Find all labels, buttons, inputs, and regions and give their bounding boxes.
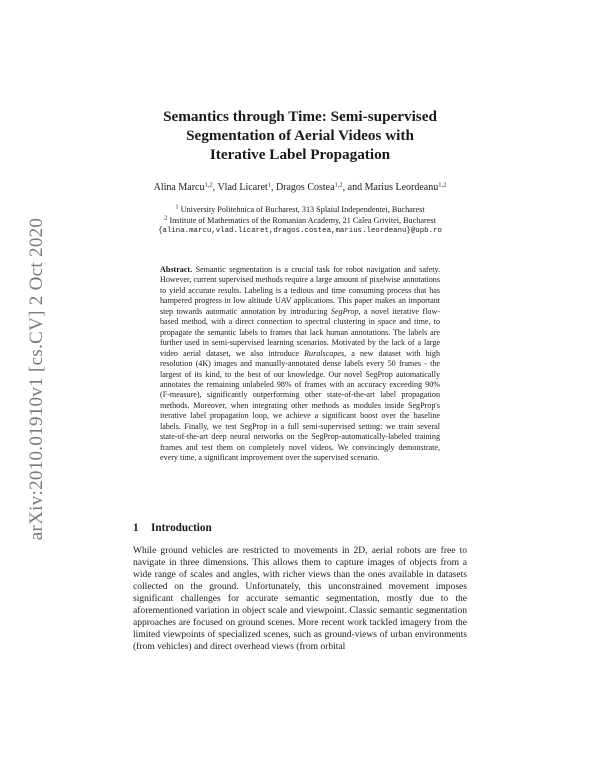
section-heading bbox=[133, 521, 212, 535]
affiliation-text: Institute of Mathematics of the Romanian Academy, 21 Calea Grivitei, Bucharest bbox=[169, 215, 436, 225]
abstract-label: Abstract. bbox=[160, 265, 193, 274]
abstract-emphasis: SegProp bbox=[330, 306, 359, 316]
affiliation-number: 2 bbox=[164, 214, 168, 221]
arxiv-stamp-text: arXiv:2010.01910v1 [cs.CV] 2 Oct 2020 bbox=[26, 217, 47, 541]
abstract-emphasis: Ruralscapes bbox=[304, 348, 345, 358]
author-emails: {alina.marcu,vlad.licaret,dragos.costea,marius.leordeanu}@upb.ro bbox=[158, 227, 442, 235]
section-number: 1 bbox=[133, 522, 139, 534]
abstract-text: , a new dataset with high resolution (4K) images and manually-annotated dense labels every 50 frames - the largest of its kind, to the best of our knowledge. Our novel SegProp automatically annotates the remaining unlabeled 98% of frames with an accuracy exceeding 90% (F-measure), significantly outperforming other state-of-the-art label propagation methods. Moreover, when integrating other methods as modules inside SegProp's iterative label propagation loop, we achieve a significant boost over the baseline labels. Finally, we test SegProp in a full semi-supervised setting: we train several state-of-the-art deep neural networks on the SegProp-automatically-labeled training frames and test them on completely novel videos. We convincingly demonstrate, every time, a significant improvement over the supervised scenario. bbox=[160, 348, 440, 463]
abstract-text: , a novel iterative flow-based method, with a direct connection to spectral clustering in space and time, to propagate the semantic labels to frames that lack human annotations. The labels are further used in semi-supervised learning scenarios. Motivated by the lack of a large video aerial dataset, we also introduce bbox=[160, 306, 440, 358]
arxiv-stamp bbox=[26, 209, 48, 549]
abstract-text: Semantic segmentation is a crucial task for robot navigation and safety. However, current supervised methods require a large amount of pixelwise annotations to yield accurate results. Labeling is a tedious and time consuming process that has hampered progress in low altitude UAV applications. This paper makes an important step towards automatic annotation by introducing bbox=[160, 265, 440, 316]
author-separator: , and bbox=[342, 182, 365, 193]
affiliations bbox=[80, 205, 520, 237]
author-affiliation-mark: 1,2 bbox=[438, 181, 447, 189]
affiliation bbox=[80, 205, 520, 216]
intro-body bbox=[133, 545, 467, 653]
paper-title bbox=[100, 107, 500, 164]
author-name: Vlad Licaret bbox=[217, 182, 268, 193]
title-line: Segmentation of Aerial Videos with bbox=[186, 127, 414, 144]
title-line: Iterative Label Propagation bbox=[209, 146, 391, 163]
author-affiliation-mark: 1 bbox=[267, 181, 271, 189]
affiliation-number: 1 bbox=[175, 203, 179, 211]
author-affiliation-mark: 1,2 bbox=[334, 181, 343, 189]
intro-paragraph: While ground vehicles are restricted to movements in 2D, aerial robots are free to navigate in three dimensions. This allows them to capture images of objects from a wide range of scales and angles, with richer views than the ones available in datasets collected on the ground. Unfortunately, this unconstrained movement imposes significant challenges for accurate semantic segmentation, mostly due to the aforementioned variation in object scale and viewpoint. Classic semantic segmentation approaches are focused on ground scenes. More recent work tackled imagery from the limited viewpoints of specialized scenes, such as ground-views of urban environments (from vehicles) and direct overhead views (from orbital bbox=[133, 545, 467, 653]
section-title: Introduction bbox=[151, 522, 212, 534]
author-affiliation-mark: 1,2 bbox=[204, 181, 213, 189]
abstract bbox=[160, 265, 440, 464]
author-name: Alina Marcu bbox=[153, 182, 205, 193]
affiliation bbox=[80, 216, 520, 227]
title-line: Semantics through Time: Semi-supervised bbox=[163, 108, 437, 125]
author-name: Dragos Costea bbox=[275, 182, 335, 193]
author-name: Marius Leordeanu bbox=[364, 182, 439, 193]
author-separator: , bbox=[212, 182, 218, 193]
affiliation-text: University Politehnica of Bucharest, 313 Splaiul Independentei, Bucharest bbox=[180, 205, 425, 214]
author-list bbox=[80, 182, 520, 194]
author-separator: , bbox=[270, 182, 276, 193]
